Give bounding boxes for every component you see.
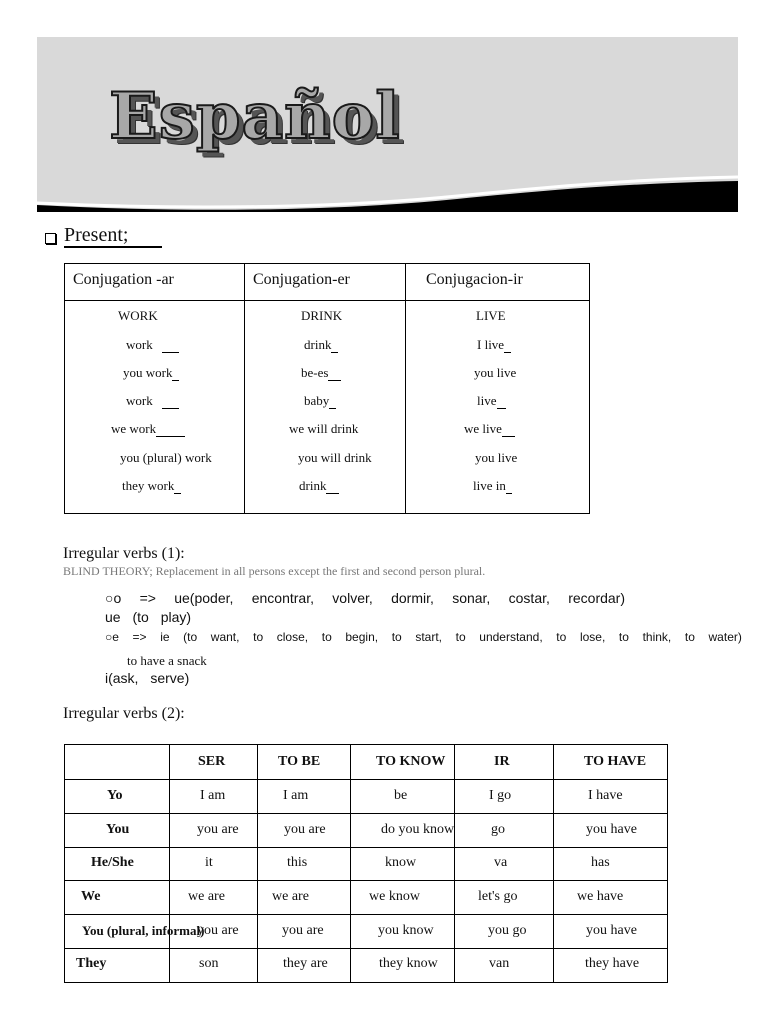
table-cell: son xyxy=(199,956,219,971)
ue-play-line: ue (to play) xyxy=(105,609,192,625)
pronoun-cell: We xyxy=(81,889,101,904)
table-cell: know xyxy=(385,855,417,870)
irregular-verbs-2-heading: Irregular verbs (2): xyxy=(63,705,185,722)
present-label: Present; xyxy=(64,224,162,248)
conjugation-table xyxy=(64,263,590,514)
er-cell: you will drink xyxy=(298,450,372,465)
blind-theory-note: BLIND THEORY; Replacement in all persons except the first and second person plural. xyxy=(63,564,486,578)
pronoun-cell: Yo xyxy=(107,788,123,803)
table-cell: I have xyxy=(588,788,623,803)
table-cell: I go xyxy=(489,788,512,803)
table-cell: they are xyxy=(283,956,328,971)
table-cell: you are xyxy=(282,923,324,938)
header-to-be: TO BE xyxy=(278,754,321,769)
present-heading xyxy=(45,224,162,248)
header-banner xyxy=(37,37,738,212)
table-cell: va xyxy=(494,855,508,870)
pronoun-cell: You (plural, informal) xyxy=(82,923,205,938)
header-ir: Conjugacion-ir xyxy=(426,271,523,288)
er-cell: drink xyxy=(299,478,339,494)
table-cell: we are xyxy=(188,889,225,904)
table-cell: you have xyxy=(586,923,637,938)
table-cell: you are xyxy=(197,822,239,837)
o-ue-rule: ○o => ue(poder, encontrar, volver, dormir, sonar, costar, recordar) xyxy=(105,590,625,606)
irregular-verbs-table xyxy=(64,744,668,983)
e-ie-rule: ○e => ie (to want, to close, to begin, to start, to understand, to lose, to think, to water) xyxy=(105,630,742,644)
checkbox-bullet-icon xyxy=(45,233,56,244)
ir-cell: you live xyxy=(475,450,518,465)
table-cell: you have xyxy=(586,822,637,837)
ir-cell: live xyxy=(477,393,506,409)
ir-cell: we live xyxy=(464,421,515,437)
pronoun-cell: He/She xyxy=(91,855,134,870)
ar-cell: they work xyxy=(122,478,181,494)
irregular-verbs-1-heading: Irregular verbs (1): xyxy=(63,545,185,562)
ar-cell: work xyxy=(126,393,179,409)
i-ask-serve-line: i(ask, serve) xyxy=(105,670,190,686)
table-cell: you are xyxy=(197,923,239,938)
table-cell: this xyxy=(287,855,308,870)
er-cell: drink xyxy=(304,337,338,353)
table-cell: they have xyxy=(585,956,640,971)
ir-cell: live in xyxy=(473,478,512,494)
table-cell: it xyxy=(205,855,213,870)
pronoun-cell: You xyxy=(106,822,130,837)
er-cell: baby xyxy=(304,393,336,409)
table-cell: be xyxy=(394,788,408,803)
verb-er: DRINK xyxy=(301,308,343,323)
table-cell: I am xyxy=(283,788,309,803)
er-cell: be-es xyxy=(301,365,341,381)
verb-ar: WORK xyxy=(118,308,158,323)
table-cell: let's go xyxy=(478,889,518,904)
ar-cell: we work xyxy=(111,421,185,437)
table-cell: you are xyxy=(284,822,326,837)
header-to-have: TO HAVE xyxy=(584,754,647,769)
header-to-know: TO KNOW xyxy=(376,754,446,769)
table-cell: van xyxy=(489,956,510,971)
header-ar: Conjugation -ar xyxy=(73,271,174,288)
ir-cell: you live xyxy=(474,365,517,380)
table-cell: we are xyxy=(272,889,309,904)
ar-cell: you work xyxy=(123,365,179,381)
table-cell: you go xyxy=(488,923,527,938)
header-ser: SER xyxy=(198,754,226,769)
table-cell: I am xyxy=(200,788,226,803)
table-cell: you know xyxy=(378,923,434,938)
header-ir: IR xyxy=(494,754,510,769)
table-cell: has xyxy=(591,855,610,870)
table-cell: do you know xyxy=(381,822,455,837)
pronoun-cell: They xyxy=(76,956,107,971)
page-title: Español xyxy=(109,79,401,154)
header-er: Conjugation-er xyxy=(253,271,350,288)
table-cell: we know xyxy=(369,889,420,904)
ir-cell: I live xyxy=(477,337,511,353)
table-cell: they know xyxy=(379,956,438,971)
er-cell: we will drink xyxy=(289,421,359,436)
table-cell: we have xyxy=(577,889,624,904)
ar-cell: you (plural) work xyxy=(120,450,212,465)
ar-cell: work xyxy=(126,337,179,353)
verb-ir: LIVE xyxy=(476,308,506,323)
snack-line: to have a snack xyxy=(127,653,207,668)
table-cell: go xyxy=(491,822,505,837)
